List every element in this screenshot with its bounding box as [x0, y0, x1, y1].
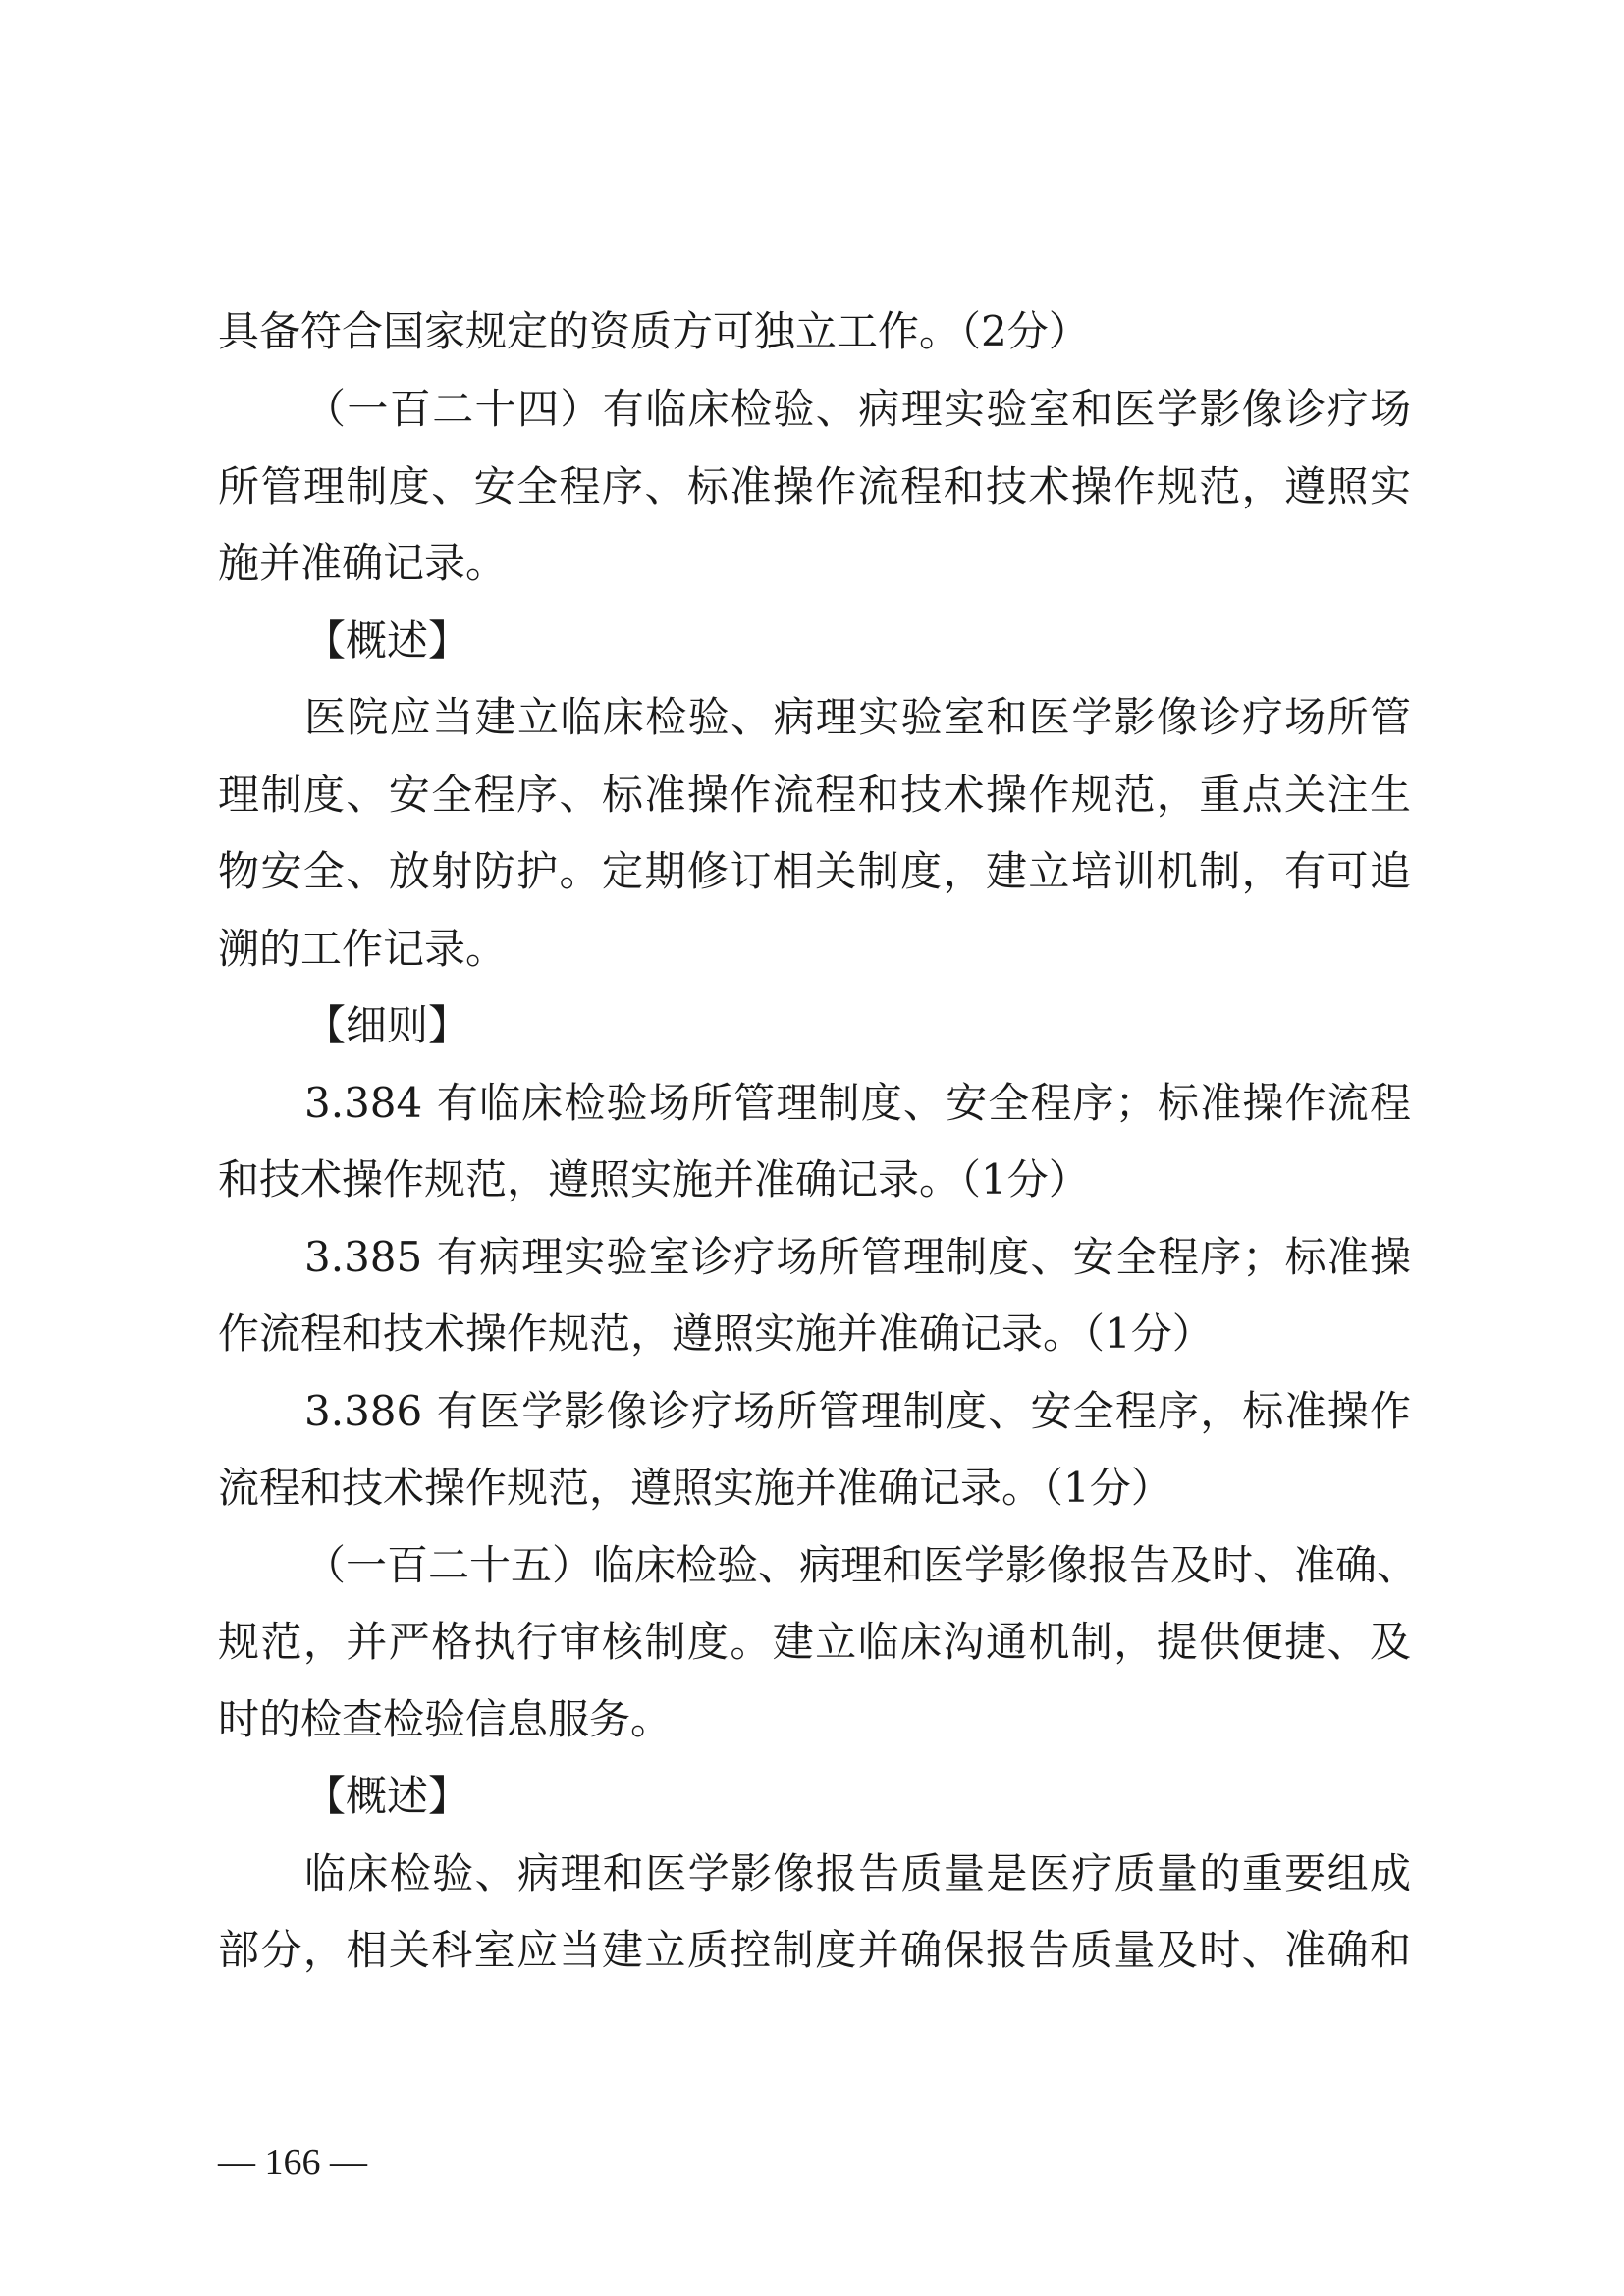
text-line: 医院应当建立临床检验、病理实验室和医学影像诊疗场所管 — [304, 693, 1411, 741]
text-line: 3.386 有医学影像诊疗场所管理制度、安全程序，标准操作 — [304, 1387, 1411, 1435]
text-line: （一百二十四）有临床检验、病理实验室和医学影像诊疗场 — [304, 385, 1411, 433]
section-heading: 【概述】 — [304, 616, 470, 665]
text-line: 规范，并严格执行审核制度。建立临床沟通机制，提供便捷、及 — [218, 1618, 1411, 1666]
text-line: 3.385 有病理实验室诊疗场所管理制度、安全程序；标准操 — [304, 1233, 1411, 1281]
text-line: 具备符合国家规定的资质方可独立工作。（2分） — [218, 307, 1090, 355]
text-line: 和技术操作规范，遵照实施并准确记录。（1分） — [218, 1155, 1090, 1203]
text-line: 施并准确记录。 — [218, 539, 508, 587]
text-line: （一百二十五）临床检验、病理和医学影像报告及时、准确、 — [304, 1541, 1419, 1589]
text-line: 物安全、放射防护。定期修订相关制度，建立培训机制，有可追 — [218, 847, 1411, 895]
text-line: 作流程和技术操作规范，遵照实施并准确记录。（1分） — [218, 1309, 1214, 1358]
text-line: 流程和技术操作规范，遵照实施并准确记录。（1分） — [218, 1464, 1172, 1512]
page-number: — 166 — — [218, 2142, 367, 2183]
text-line: 所管理制度、安全程序、标准操作流程和技术操作规范，遵照实 — [218, 462, 1411, 510]
section-heading: 【细则】 — [304, 1001, 470, 1049]
text-line: 3.384 有临床检验场所管理制度、安全程序；标准操作流程 — [304, 1079, 1411, 1127]
text-line: 部分，相关科室应当建立质控制度并确保报告质量及时、准确和 — [218, 1926, 1411, 1974]
text-line: 时的检查检验信息服务。 — [218, 1695, 673, 1743]
text-line: 溯的工作记录。 — [218, 925, 508, 973]
text-line: 临床检验、病理和医学影像报告质量是医疗质量的重要组成 — [304, 1849, 1411, 1897]
text-line: 理制度、安全程序、标准操作流程和技术操作规范，重点关注生 — [218, 771, 1411, 819]
section-heading: 【概述】 — [304, 1772, 470, 1820]
